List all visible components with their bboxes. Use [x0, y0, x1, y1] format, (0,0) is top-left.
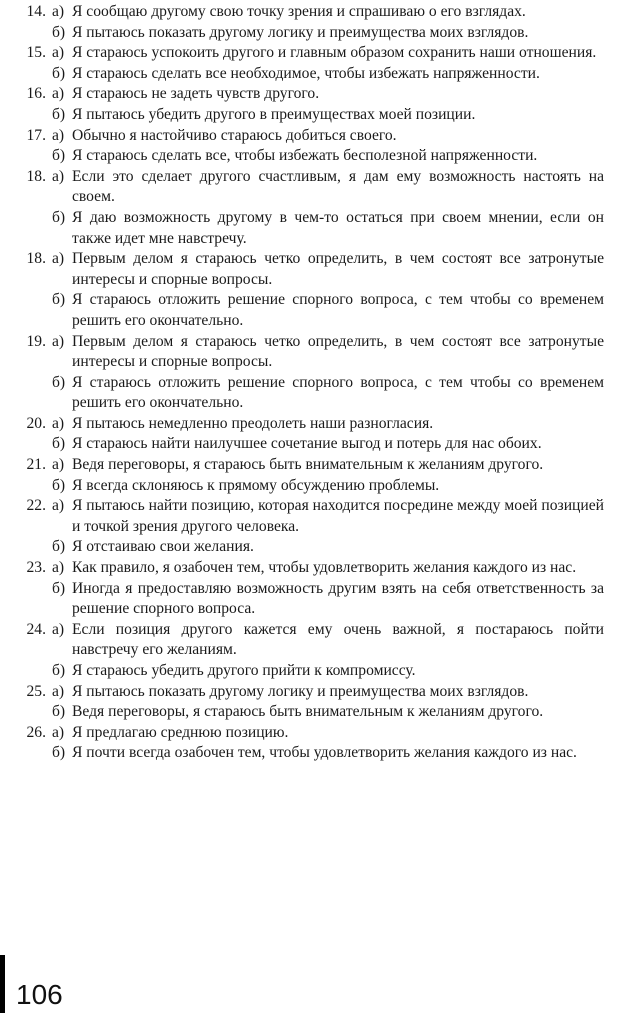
- option-text: Я почти всегда озабочен тем, чтобы удовлетворить желания каждого из нас.: [72, 744, 577, 762]
- question-item: [0, 249, 620, 331]
- question-number: 18.: [26, 167, 46, 185]
- answer-option-b: [0, 579, 620, 620]
- question-number: 20.: [26, 414, 46, 432]
- answer-option-b: [0, 743, 620, 764]
- option-text: Я даю возможность другому в чем-то остаться при своем мнении, если он также идет мне навстречу.: [72, 208, 604, 247]
- option-letter: а): [52, 414, 65, 432]
- option-text: Я пытаюсь убедить другого в преимуществах моей позиции.: [72, 105, 476, 123]
- answer-option-b: [0, 146, 620, 167]
- option-text: Если позиция другого кажется ему очень важной, я постараюсь пойти навстречу его желаниям.: [72, 620, 604, 659]
- question-item: [0, 43, 620, 84]
- answer-option-b: [0, 476, 620, 497]
- question-item: [0, 167, 620, 249]
- option-text: Я стараюсь убедить другого прийти к компромиссу.: [72, 662, 416, 679]
- option-letter: а): [52, 250, 65, 268]
- option-letter: а): [52, 3, 65, 20]
- option-text: Я стараюсь сделать все необходимое, чтобы избежать напряженности.: [72, 64, 540, 82]
- question-item: [0, 496, 620, 558]
- option-letter: а): [52, 126, 65, 144]
- option-text: Я стараюсь найти наилучшее сочетание выгод и потерь для нас обоих.: [72, 435, 542, 453]
- answer-option-b: [0, 208, 620, 249]
- option-letter: б): [52, 744, 66, 762]
- question-number: 15.: [26, 44, 46, 62]
- option-text: Обычно я настойчиво стараюсь добиться своего.: [72, 126, 397, 144]
- question-number: 21.: [26, 456, 46, 474]
- option-text: Ведя переговоры, я стараюсь быть внимательным к желаниям другого.: [72, 456, 544, 474]
- option-letter: а): [52, 682, 65, 700]
- option-text: Я пытаюсь немедленно преодолеть наши разногласия.: [72, 414, 434, 432]
- option-letter: б): [52, 476, 66, 494]
- option-letter: б): [52, 579, 66, 597]
- question-number: 25.: [26, 682, 46, 700]
- question-number: 16.: [26, 85, 46, 103]
- option-text: Иногда я предоставляю возможность другим взять на себя ответственность за решение спорного вопроса.: [72, 579, 604, 618]
- question-number: 14.: [26, 3, 46, 20]
- answer-option-b: [0, 702, 620, 723]
- option-text: Я пытаюсь найти позицию, которая находится посредине между моей позицией и точкой зрения другого человека.: [72, 497, 604, 535]
- option-text: Я пытаюсь показать другому логику и преимущества моих взглядов.: [72, 23, 529, 41]
- answer-option-a: [0, 620, 620, 661]
- option-letter: а): [52, 559, 65, 577]
- option-text: Я стараюсь не задеть чувств другого.: [72, 85, 320, 103]
- option-letter: б): [52, 662, 66, 679]
- option-text: Я стараюсь отложить решение спорного вопроса, с тем чтобы со временем решить его окончательно.: [72, 291, 604, 329]
- question-number: 18.: [26, 250, 46, 268]
- answer-option-b: [0, 661, 620, 682]
- option-text: Я сообщаю другому свою точку зрения и спрашиваю о его взглядах.: [72, 3, 526, 20]
- option-text: Первым делом я стараюсь четко определить, в чем состоят все затронутые интересы и спорные вопросы.: [72, 332, 604, 371]
- option-letter: б): [52, 105, 66, 123]
- option-text: Я предлагаю среднюю позицию.: [72, 723, 289, 741]
- question-number: 22.: [26, 497, 46, 515]
- answer-option-a: [0, 43, 620, 64]
- answer-option-a: [0, 167, 620, 208]
- option-text: Если это сделает другого счастливым, я дам ему возможность настоять на своем.: [72, 167, 604, 206]
- question-item: [0, 126, 620, 167]
- option-letter: б): [52, 147, 66, 165]
- option-letter: а): [52, 456, 65, 474]
- option-text: Я стараюсь сделать все, чтобы избежать бесполезной напряженности.: [72, 147, 538, 165]
- question-number: 17.: [26, 126, 46, 144]
- answer-option-a: [0, 249, 620, 290]
- questionnaire: [0, 2, 620, 764]
- option-letter: б): [52, 64, 66, 82]
- answer-option-b: [0, 290, 620, 331]
- option-letter: б): [52, 435, 66, 453]
- answer-option-b: [0, 434, 620, 455]
- question-number: 24.: [26, 620, 46, 638]
- answer-option-a: [0, 2, 620, 23]
- option-letter: б): [52, 703, 66, 721]
- question-item: [0, 682, 620, 723]
- answer-option-a: [0, 455, 620, 476]
- question-item: [0, 620, 620, 682]
- question-item: [0, 455, 620, 496]
- option-letter: а): [52, 620, 65, 638]
- question-item: [0, 558, 620, 620]
- option-letter: б): [52, 538, 66, 556]
- answer-option-b: [0, 373, 620, 414]
- option-text: Я всегда склоняюсь к прямому обсуждению проблемы.: [72, 476, 440, 494]
- question-number: 23.: [26, 559, 46, 577]
- question-item: [0, 414, 620, 455]
- answer-option-a: [0, 496, 620, 537]
- answer-option-b: [0, 64, 620, 85]
- answer-option-a: [0, 332, 620, 373]
- page-number: 106: [16, 979, 63, 1010]
- option-letter: а): [52, 497, 65, 515]
- option-letter: б): [52, 23, 66, 41]
- option-letter: б): [52, 208, 66, 226]
- option-letter: а): [52, 167, 65, 185]
- answer-option-a: [0, 414, 620, 435]
- option-text: Я отстаиваю свои желания.: [72, 538, 254, 556]
- option-text: Как правило, я озабочен тем, чтобы удовлетворить желания каждого из нас.: [72, 559, 577, 577]
- option-text: Я стараюсь успокоить другого и главным образом сохранить наши отношения.: [72, 44, 597, 62]
- option-letter: а): [52, 723, 65, 741]
- option-text: Я пытаюсь показать другому логику и преимущества моих взглядов.: [72, 682, 529, 700]
- answer-option-b: [0, 537, 620, 558]
- question-item: [0, 332, 620, 414]
- answer-option-a: [0, 682, 620, 703]
- option-text: Первым делом я стараюсь четко определить, в чем состоят все затронутые интересы и спорные вопросы.: [72, 250, 604, 288]
- question-number: 26.: [26, 723, 46, 741]
- answer-option-a: [0, 126, 620, 147]
- answer-option-a: [0, 84, 620, 105]
- option-text: Ведя переговоры, я стараюсь быть внимательным к желаниям другого.: [72, 703, 544, 721]
- question-item: [0, 2, 620, 43]
- question-item: [0, 723, 620, 764]
- answer-option-b: [0, 105, 620, 126]
- option-letter: а): [52, 85, 65, 103]
- option-letter: б): [52, 373, 66, 391]
- question-item: [0, 84, 620, 125]
- question-number: 19.: [26, 332, 46, 350]
- option-letter: б): [52, 291, 66, 309]
- option-letter: а): [52, 332, 65, 350]
- question-list: [0, 2, 620, 764]
- answer-option-a: [0, 558, 620, 579]
- answer-option-b: [0, 23, 620, 44]
- option-text: Я стараюсь отложить решение спорного вопроса, с тем чтобы со временем решить его окончательно.: [72, 373, 604, 412]
- answer-option-a: [0, 723, 620, 744]
- page-margin-bar: [0, 955, 5, 1013]
- option-letter: а): [52, 44, 65, 62]
